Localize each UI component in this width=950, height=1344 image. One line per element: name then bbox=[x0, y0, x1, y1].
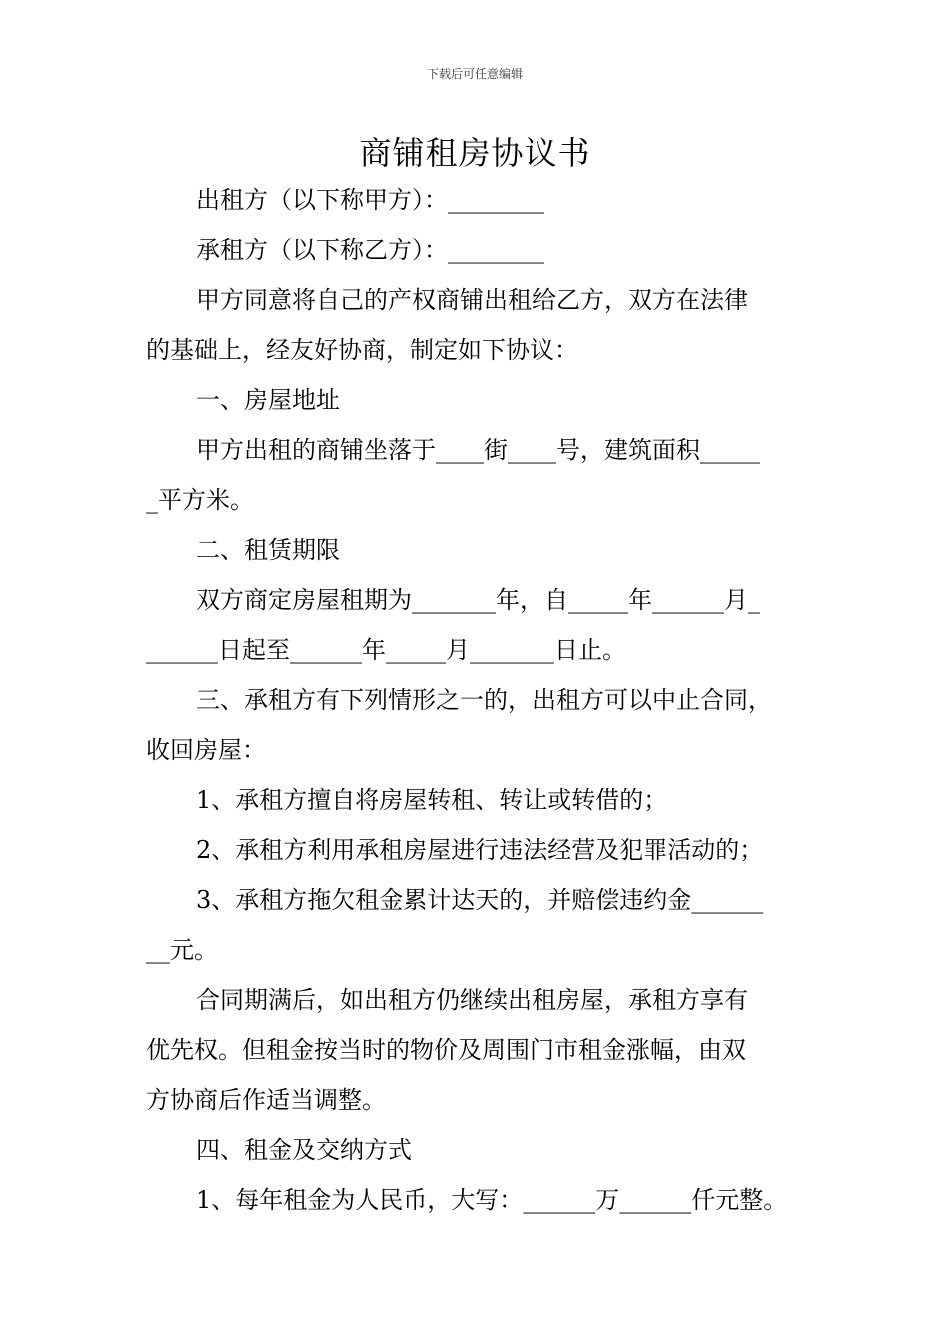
section-heading: 二、租赁期限 bbox=[196, 536, 340, 564]
lessee-line: 承租方（以下称乙方）：________ bbox=[196, 236, 544, 264]
lessor-line: 出租方（以下称甲方）：________ bbox=[196, 186, 544, 214]
paragraph-line: 双方商定房屋租期为_______年，自_____年______月_ bbox=[196, 586, 760, 614]
paragraph-line: __元。 bbox=[146, 936, 218, 964]
list-item: 2、承租方利用承租房屋进行违法经营及犯罪活动的； bbox=[196, 836, 764, 864]
paragraph-line: ______日起至______年_____月_______日止。 bbox=[146, 636, 626, 664]
paragraph-line: 甲方出租的商铺坐落于____街____号，建筑面积_____ bbox=[196, 436, 760, 464]
paragraph-line: 方协商后作适当调整。 bbox=[146, 1086, 386, 1114]
list-item: 1、每年租金为人民币，大写：______万______仟元整。 bbox=[196, 1186, 788, 1214]
paragraph-line: 优先权。但租金按当时的物价及周围门市租金涨幅，由双 bbox=[146, 1036, 746, 1064]
section-heading: 一、房屋地址 bbox=[196, 386, 340, 414]
document-title: 商铺租房协议书 bbox=[359, 134, 591, 172]
section-heading: 三、承租方有下列情形之一的，出租方可以中止合同， bbox=[196, 686, 772, 714]
list-item: 3、承租方拖欠租金累计达天的，并赔偿违约金______ bbox=[196, 886, 764, 914]
paragraph-line: 收回房屋： bbox=[146, 736, 266, 764]
paragraph-line: _平方米。 bbox=[146, 486, 254, 514]
header-note: 下载后可任意编辑 bbox=[426, 67, 523, 81]
paragraph-line: 合同期满后，如出租方仍继续出租房屋，承租方享有 bbox=[196, 986, 748, 1014]
paragraph-line: 的基础上，经友好协商，制定如下协议： bbox=[146, 336, 578, 364]
paragraph-line: 甲方同意将自己的产权商铺出租给乙方，双方在法律 bbox=[196, 286, 748, 314]
section-heading: 四、租金及交纳方式 bbox=[196, 1136, 412, 1164]
list-item: 1、承租方擅自将房屋转租、转让或转借的； bbox=[196, 786, 668, 814]
